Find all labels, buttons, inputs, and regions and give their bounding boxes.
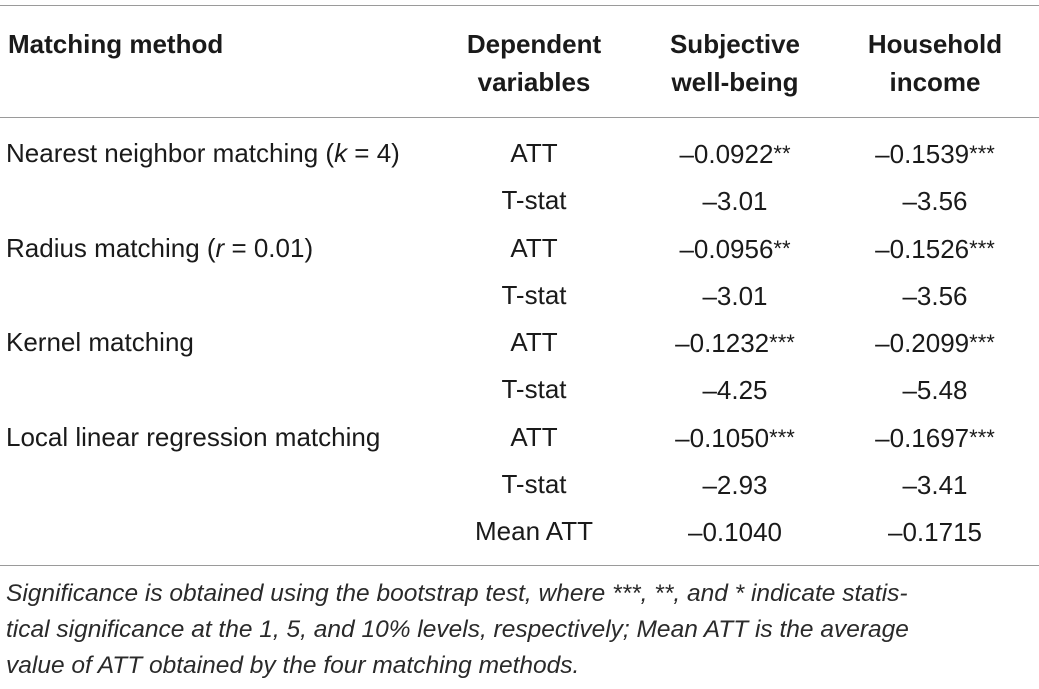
header-income-line1: Household [867, 29, 1003, 59]
swb-value: –3.01 [702, 280, 768, 311]
table-row [0, 225, 1039, 272]
income-cell [845, 319, 1025, 367]
depvar-cell: T-stat [501, 279, 567, 310]
swb-value: –4.25 [702, 375, 768, 406]
method-parameter: k [334, 138, 348, 168]
header-household-income [845, 25, 1025, 101]
table-footnote [6, 576, 1034, 684]
method-text: Radius matching ( [6, 232, 216, 263]
income-cell [845, 414, 1025, 462]
method-cell [6, 414, 380, 461]
table-body [0, 130, 1039, 556]
income-value: –3.56 [902, 186, 968, 217]
income-value: –0.2099 [875, 328, 970, 359]
swb-cell [645, 177, 825, 225]
swb-cell [645, 366, 825, 414]
table-row [0, 177, 1039, 224]
method-cell [6, 130, 400, 177]
income-cell [845, 177, 1025, 225]
swb-value: –3.01 [702, 186, 768, 217]
method-cell [6, 319, 194, 366]
swb-significance: *** [769, 330, 795, 356]
income-cell [845, 366, 1025, 414]
method-parameter: r [215, 232, 225, 263]
depvar-cell: T-stat [501, 185, 567, 216]
swb-cell [645, 414, 825, 462]
method-cell [6, 225, 313, 272]
bottom-rule [0, 565, 1039, 566]
swb-significance: ** [773, 235, 791, 261]
depvar-cell: ATT [510, 421, 558, 452]
table-row [0, 272, 1039, 319]
income-significance: *** [969, 424, 995, 450]
depvar-cell: ATT [510, 232, 558, 263]
swb-value: –0.1232 [675, 328, 770, 359]
swb-value: –0.1050 [675, 422, 770, 453]
income-value: –0.1715 [888, 517, 982, 548]
footnote-line: value of ATT obtained by the four matching methods. [6, 652, 580, 679]
income-cell [845, 461, 1025, 509]
depvar-cell: ATT [510, 327, 558, 358]
table-row [0, 130, 1039, 177]
header-swb-line2: well-being [671, 67, 799, 97]
income-value: –0.1526 [875, 233, 970, 264]
footnote-line: tical significance at the 1, 5, and 10% levels, respectively; Mean ATT is the average [6, 616, 909, 643]
header-swb-line1: Subjective [669, 29, 801, 59]
swb-value: –2.93 [702, 470, 768, 501]
method-text-end: = 4) [347, 138, 400, 168]
income-significance: *** [969, 235, 995, 261]
header-rule [0, 117, 1039, 118]
swb-cell [645, 272, 825, 320]
table-row [0, 319, 1039, 366]
method-text: Kernel matching [6, 327, 194, 358]
swb-cell [645, 130, 825, 178]
depvar-cell: ATT [510, 138, 558, 168]
income-cell [845, 225, 1025, 273]
income-significance: *** [969, 330, 995, 356]
header-method-text: Matching method [8, 29, 224, 59]
table-row [0, 366, 1039, 413]
income-significance: *** [969, 141, 995, 166]
income-cell [845, 272, 1025, 320]
top-rule [0, 5, 1039, 6]
income-value: –0.1539 [875, 139, 970, 169]
swb-cell [645, 319, 825, 367]
swb-cell [645, 461, 825, 509]
income-value: –3.56 [902, 280, 968, 311]
header-depvar-line2: variables [477, 67, 591, 97]
swb-value: –0.0922 [679, 139, 774, 169]
depvar-cell: T-stat [501, 469, 567, 500]
header-subjective-well-being [645, 25, 825, 101]
income-cell [845, 508, 1025, 556]
swb-cell [645, 508, 825, 556]
method-text: Local linear regression matching [6, 421, 381, 452]
income-value: –0.1697 [875, 422, 970, 453]
header-matching-method [8, 25, 223, 63]
swb-value: –0.0956 [679, 233, 774, 264]
method-text-end: = 0.01) [224, 232, 314, 263]
swb-significance: ** [773, 141, 791, 166]
swb-cell [645, 225, 825, 273]
swb-value: –0.1040 [688, 517, 782, 548]
table-row [0, 508, 1039, 555]
header-dependent-variables [444, 25, 624, 101]
table-row [0, 461, 1039, 508]
income-value: –3.41 [902, 470, 968, 501]
table-row [0, 414, 1039, 461]
income-cell [845, 130, 1025, 178]
header-depvar-line1: Dependent [466, 29, 602, 59]
depvar-cell: Mean ATT [474, 516, 593, 547]
footnote-line: Significance is obtained using the bootstrap test, where ***, **, and * indicate statis- [6, 580, 908, 607]
header-income-line2: income [889, 67, 981, 97]
method-text: Nearest neighbor matching ( [6, 138, 335, 168]
depvar-cell: T-stat [501, 374, 567, 405]
swb-significance: *** [769, 424, 795, 450]
income-value: –5.48 [902, 375, 968, 406]
